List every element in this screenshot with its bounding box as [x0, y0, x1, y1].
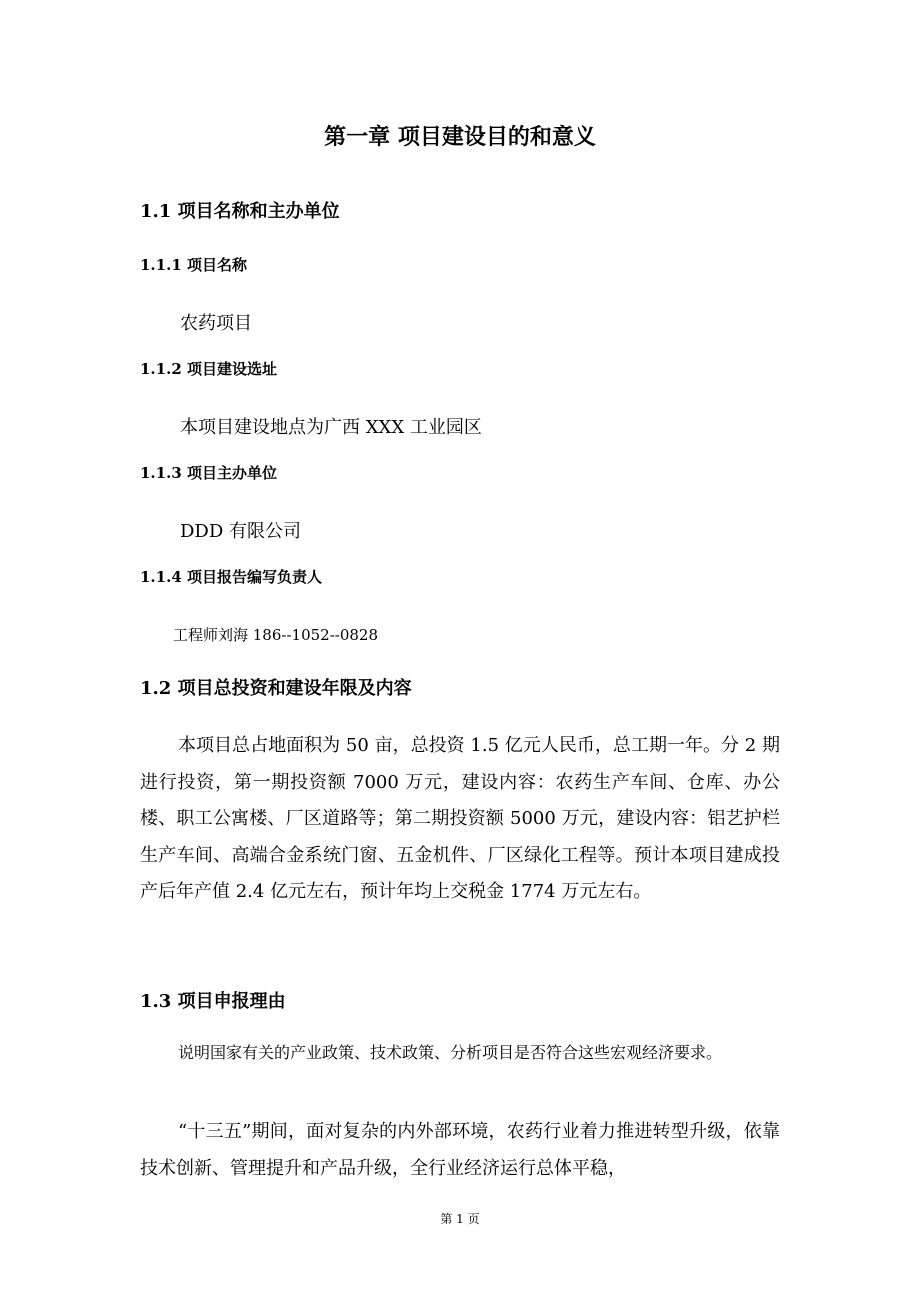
investment-paragraph: 本项目总占地面积为 50 亩，总投资 1.5 亿元人民币，总工期一年。分 2 期进行投资，第一期投资额 7000 万元，建设内容：农药生产车间、仓库、办公楼、职工公寓楼、厂区道路等；第二期投资额 5000 万元，建设内容：铝艺护栏生产车间、高端合金系统门窗、五金机件、厂区绿化工程等。预计本项目建成投产后年产值 2.4 亿元左右，预计年均上交税金 1774 万元左右。: [140, 735, 780, 902]
project-site: 本项目建设地点为广西 XXX 工业园区: [180, 417, 482, 438]
project-name: 农药项目: [180, 313, 252, 334]
page-number: 第 1 页: [440, 1212, 480, 1226]
subsection-heading-1-1-2: 1.1.2 项目建设选址: [140, 360, 277, 378]
reason-paragraph-2: “十三五”期间，面对复杂的内外部环境，农药行业着力推进转型升级，依靠技术创新、管理提升和产品升级，全行业经济运行总体平稳，: [140, 1121, 780, 1179]
subsection-heading-1-1-4: 1.1.4 项目报告编写负责人: [140, 568, 322, 586]
section-heading-1-1: 1.1 项目名称和主办单位: [140, 201, 340, 222]
report-author: 工程师刘海 186--1052--0828: [173, 626, 379, 644]
chapter-title: 第一章 项目建设目的和意义: [324, 124, 596, 150]
subsection-heading-1-1-1: 1.1.1 项目名称: [140, 256, 247, 274]
section-heading-1-3: 1.3 项目申报理由: [140, 991, 286, 1012]
reason-paragraph-1: 说明国家有关的产业政策、技术政策、分析项目是否符合这些宏观经济要求。: [178, 1043, 723, 1062]
section-heading-1-2: 1.2 项目总投资和建设年限及内容: [140, 678, 412, 699]
subsection-heading-1-1-3: 1.1.3 项目主办单位: [140, 464, 277, 482]
project-sponsor: DDD 有限公司: [180, 521, 302, 542]
